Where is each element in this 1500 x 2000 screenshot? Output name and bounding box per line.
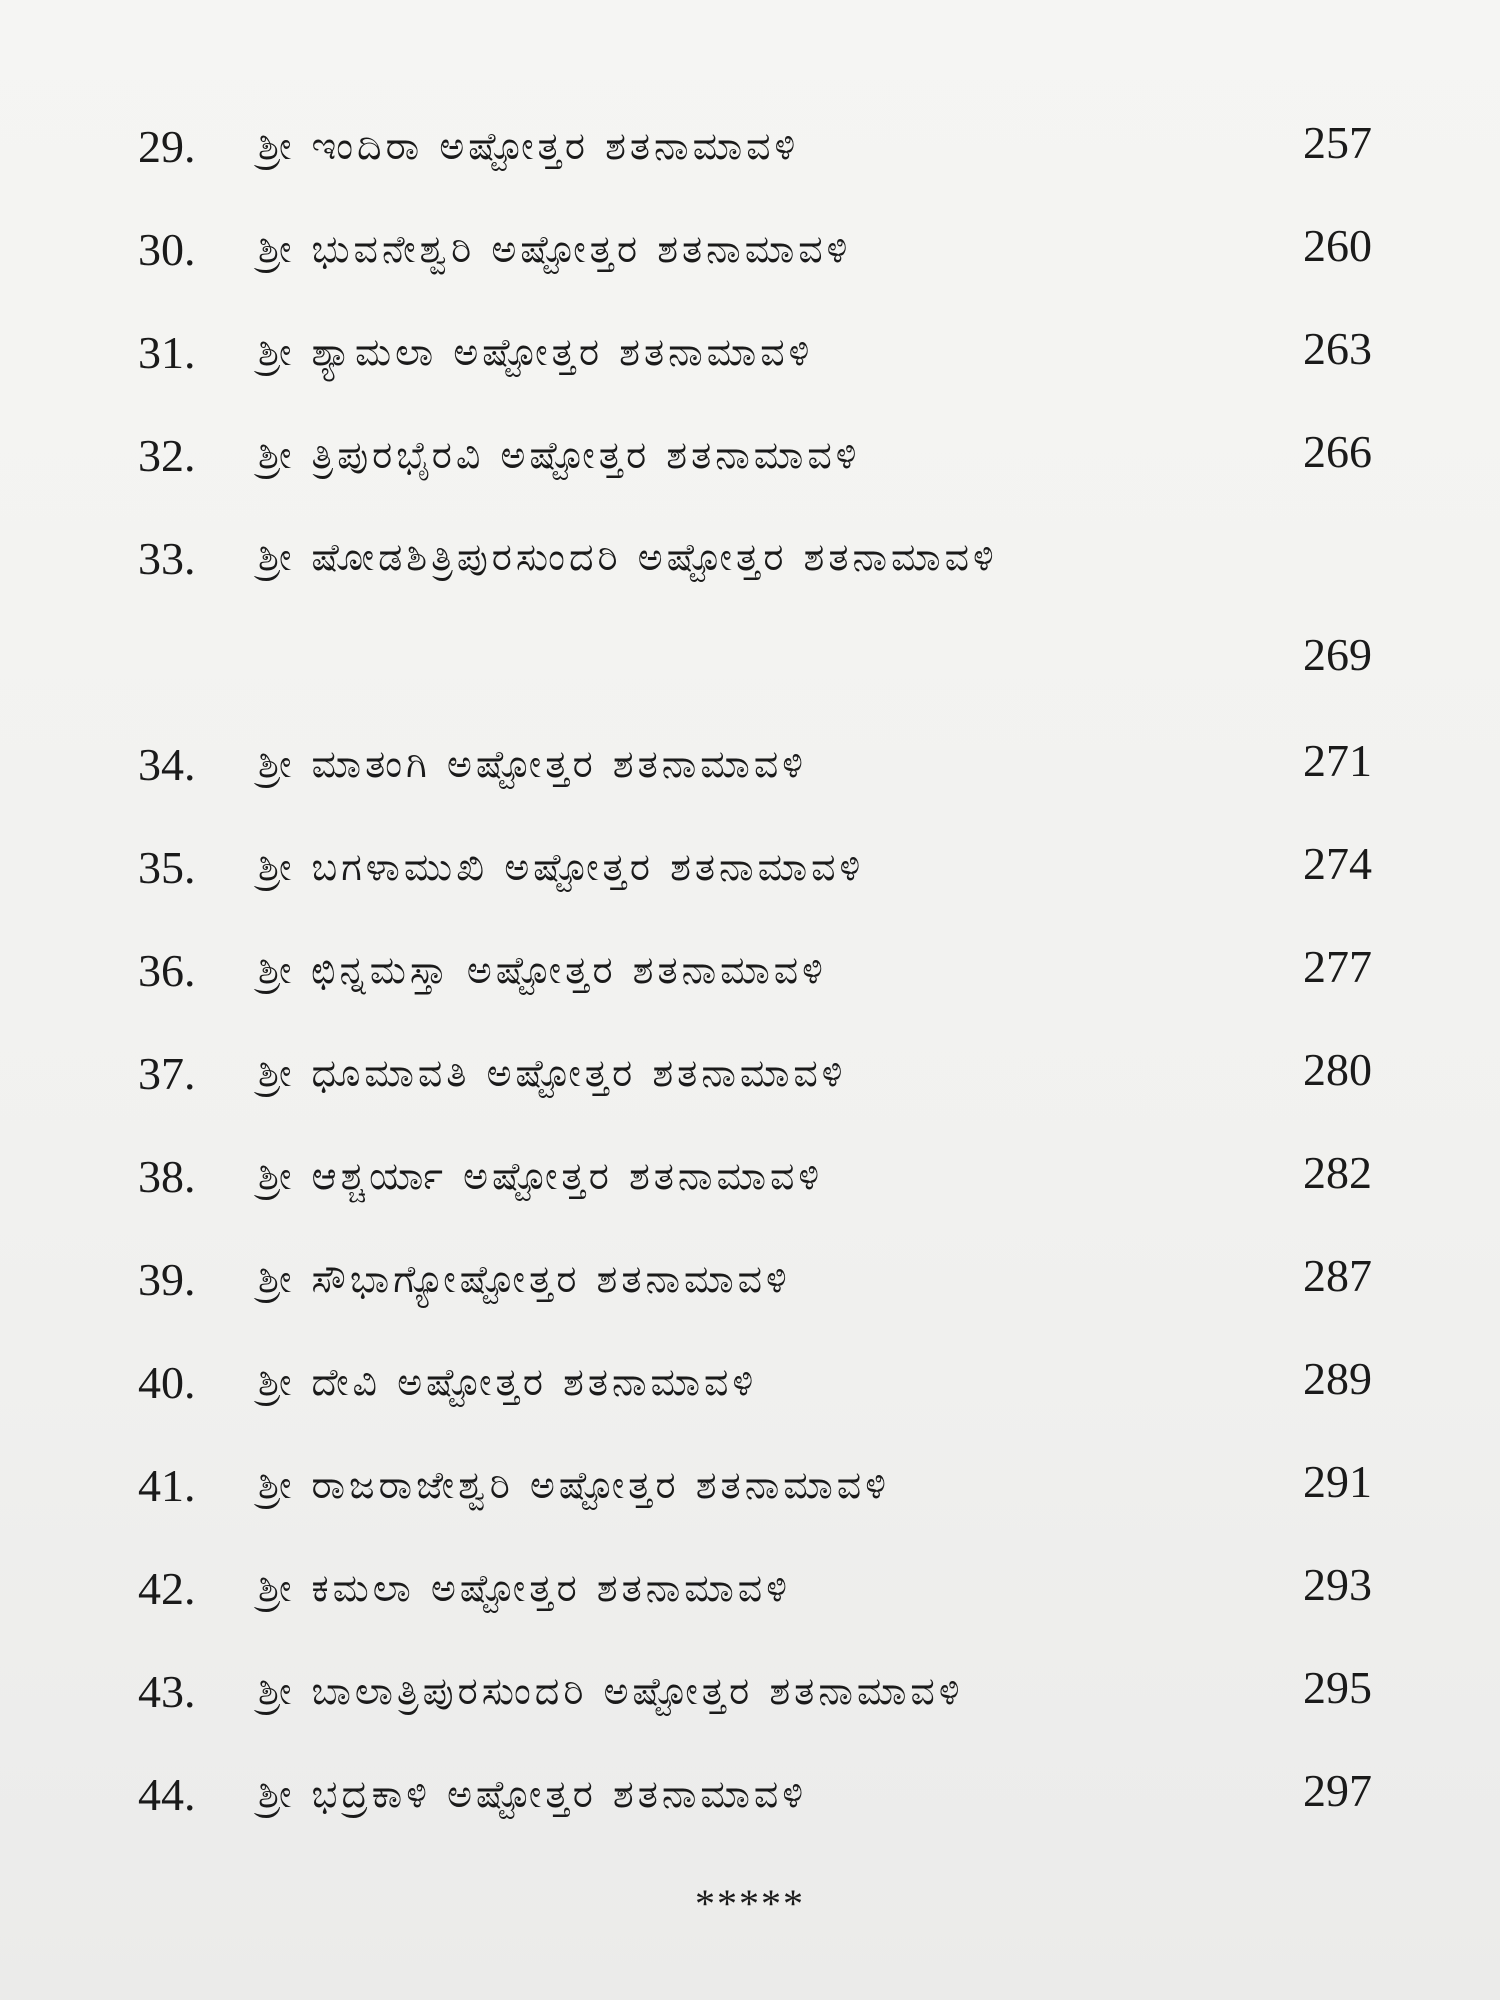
toc-entry bbox=[0, 1640, 1500, 1743]
toc-entry bbox=[0, 95, 1500, 198]
toc-entry bbox=[0, 507, 1500, 713]
entry-number: 36. bbox=[138, 945, 196, 996]
entry-page-number: 287 bbox=[1303, 1250, 1372, 1301]
entry-title: ಶ್ರೀ ತ್ರಿಪುರಭೈರವಿ ಅಷ್ಟೋತ್ತರ ಶತನಾಮಾವಳಿ bbox=[258, 433, 861, 477]
entry-title: ಶ್ರೀ ಷೋಡಶಿತ್ರಿಪುರಸುಂದರಿ ಅಷ್ಟೋತ್ತರ ಶತನಾಮಾವಳಿ bbox=[258, 535, 998, 579]
entry-page-number: 266 bbox=[1303, 426, 1372, 477]
entry-number: 34. bbox=[138, 739, 196, 790]
toc-entry bbox=[0, 1537, 1500, 1640]
entry-title: ಶ್ರೀ ಬಗಳಾಮುಖಿ ಅಷ್ಟೋತ್ತರ ಶತನಾಮಾವಳಿ bbox=[258, 845, 865, 889]
toc-entry bbox=[0, 198, 1500, 301]
entry-number: 37. bbox=[138, 1048, 196, 1099]
entry-number: 31. bbox=[138, 327, 196, 378]
entry-number: 38. bbox=[138, 1151, 196, 1202]
entry-title: ಶ್ರೀ ಶ್ಯಾಮಲಾ ಅಷ್ಟೋತ್ತರ ಶತನಾಮಾವಳಿ bbox=[258, 330, 814, 374]
toc-entry bbox=[0, 713, 1500, 816]
table-of-contents bbox=[0, 95, 1500, 1846]
entry-title: ಶ್ರೀ ದೇವಿ ಅಷ್ಟೋತ್ತರ ಶತನಾಮಾವಳಿ bbox=[258, 1360, 758, 1404]
entry-page-number: 260 bbox=[1303, 220, 1372, 271]
entry-number: 29. bbox=[138, 121, 196, 172]
entry-number: 42. bbox=[138, 1563, 196, 1614]
entry-title: ಶ್ರೀ ಸೌಭಾಗ್ಯೋಷ್ಟೋತ್ತರ ಶತನಾಮಾವಳಿ bbox=[258, 1257, 791, 1301]
entry-page-number: 293 bbox=[1303, 1559, 1372, 1610]
entry-page-number: 282 bbox=[1303, 1147, 1372, 1198]
entry-page-number: 289 bbox=[1303, 1353, 1372, 1404]
entry-number: 33. bbox=[138, 533, 196, 584]
entry-page-number: 277 bbox=[1303, 941, 1372, 992]
entry-title: ಶ್ರೀ ಭುವನೇಶ್ವರಿ ಅಷ್ಟೋತ್ತರ ಶತನಾಮಾವಳಿ bbox=[258, 227, 852, 271]
entry-number: 40. bbox=[138, 1357, 196, 1408]
entry-title: ಶ್ರೀ ಇಂದಿರಾ ಅಷ್ಟೋತ್ತರ ಶತನಾಮಾವಳಿ bbox=[258, 124, 800, 168]
entry-page-number: 280 bbox=[1303, 1044, 1372, 1095]
entry-title: ಶ್ರೀ ಬಾಲಾತ್ರಿಪುರಸುಂದರಿ ಅಷ್ಟೋತ್ತರ ಶತನಾಮಾವಳಿ bbox=[258, 1669, 964, 1713]
entry-number: 39. bbox=[138, 1254, 196, 1305]
entry-page-number: 291 bbox=[1303, 1456, 1372, 1507]
toc-entry bbox=[0, 1331, 1500, 1434]
entry-title: ಶ್ರೀ ಧೂಮಾವತಿ ಅಷ್ಟೋತ್ತರ ಶತನಾಮಾವಳಿ bbox=[258, 1051, 847, 1095]
toc-entry bbox=[0, 1022, 1500, 1125]
entry-title: ಶ್ರೀ ರಾಜರಾಜೇಶ್ವರಿ ಅಷ್ಟೋತ್ತರ ಶತನಾಮಾವಳಿ bbox=[258, 1463, 890, 1507]
section-end-asterisks: ***** bbox=[695, 1881, 805, 1926]
entry-number: 32. bbox=[138, 430, 196, 481]
entry-page-number: 269 bbox=[1303, 629, 1372, 680]
toc-entry bbox=[0, 301, 1500, 404]
toc-entry bbox=[0, 404, 1500, 507]
entry-title: ಶ್ರೀ ಮಾತಂಗಿ ಅಷ್ಟೋತ್ತರ ಶತನಾಮಾವಳಿ bbox=[258, 742, 807, 786]
entry-page-number: 263 bbox=[1303, 323, 1372, 374]
entry-number: 41. bbox=[138, 1460, 196, 1511]
entry-title: ಶ್ರೀ ಭದ್ರಕಾಳಿ ಅಷ್ಟೋತ್ತರ ಶತನಾಮಾವಳಿ bbox=[258, 1772, 808, 1816]
entry-number: 30. bbox=[138, 224, 196, 275]
toc-entry bbox=[0, 816, 1500, 919]
entry-page-number: 295 bbox=[1303, 1662, 1372, 1713]
entry-number: 44. bbox=[138, 1769, 196, 1820]
entry-title: ಶ್ರೀ ಆಶ್ಚರ್ಯಾ ಅಷ್ಟೋತ್ತರ ಶತನಾಮಾವಳಿ bbox=[258, 1154, 824, 1198]
entry-number: 43. bbox=[138, 1666, 196, 1717]
toc-entry bbox=[0, 919, 1500, 1022]
entry-title: ಶ್ರೀ ಛಿನ್ನಮಸ್ತಾ ಅಷ್ಟೋತ್ತರ ಶತನಾಮಾವಳಿ bbox=[258, 948, 827, 992]
entry-page-number: 297 bbox=[1303, 1765, 1372, 1816]
entry-page-number: 274 bbox=[1303, 838, 1372, 889]
entry-page-number: 257 bbox=[1303, 117, 1372, 168]
toc-entry bbox=[0, 1434, 1500, 1537]
entry-number: 35. bbox=[138, 842, 196, 893]
toc-entry bbox=[0, 1228, 1500, 1331]
toc-entry bbox=[0, 1125, 1500, 1228]
toc-entry bbox=[0, 1743, 1500, 1846]
entry-page-number: 271 bbox=[1303, 735, 1372, 786]
entry-title: ಶ್ರೀ ಕಮಲಾ ಅಷ್ಟೋತ್ತರ ಶತನಾಮಾವಳಿ bbox=[258, 1566, 791, 1610]
